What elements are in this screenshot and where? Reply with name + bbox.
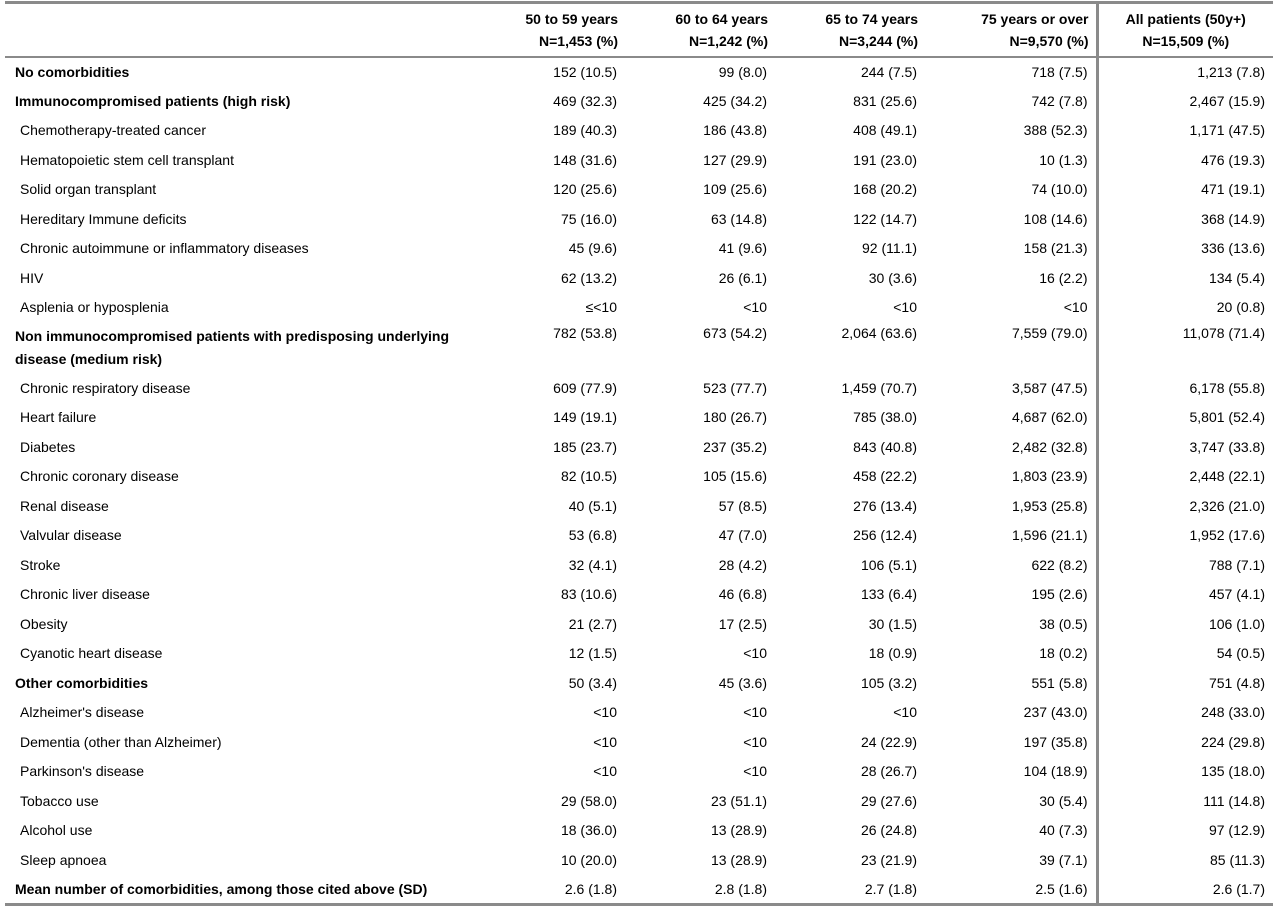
value-50-59: <10 (593, 733, 617, 750)
value-75-plus: 1,803 (23.9) (1012, 468, 1088, 485)
value-all-patients: 135 (18.0) (1097, 757, 1273, 787)
value-50-59: 469 (32.3) (553, 92, 617, 109)
value-all-patients: 134 (5.4) (1097, 263, 1273, 293)
value-75-plus: 195 (2.6) (1031, 586, 1088, 603)
value-60-64: 237 (35.2) (703, 438, 767, 455)
value-75-plus: 2,482 (32.8) (1012, 438, 1088, 455)
value-all-patients: 106 (1.0) (1097, 609, 1273, 639)
table-row (5, 86, 1273, 116)
value-50-59: 62 (13.2) (560, 269, 617, 286)
value-50-59: 45 (9.6) (568, 240, 617, 257)
value-65-74: 29 (27.6) (860, 792, 917, 809)
row-label: Heart failure (20, 409, 97, 426)
value-50-59: 12 (1.5) (568, 645, 617, 662)
table-row (5, 550, 1273, 580)
value-all-patients: 2.6 (1.7) (1097, 875, 1273, 905)
value-50-59: 32 (4.1) (568, 556, 617, 573)
value-60-64: 180 (26.7) (703, 409, 767, 426)
value-50-59: 120 (25.6) (553, 181, 617, 198)
value-75-plus: 551 (5.8) (1031, 674, 1088, 691)
table-row (5, 462, 1273, 492)
value-50-59: 83 (10.6) (560, 586, 617, 603)
value-65-74: 18 (0.9) (868, 645, 917, 662)
header-col-60-64-title: 60 to 64 years (675, 10, 768, 27)
value-all-patients: 2,467 (15.9) (1097, 86, 1273, 116)
value-60-64: 17 (2.5) (718, 615, 767, 632)
value-50-59: 82 (10.5) (560, 468, 617, 485)
header-col-50-59-n: N=1,453 (%) (539, 32, 618, 49)
value-60-64: 41 (9.6) (718, 240, 767, 257)
value-60-64: 13 (28.9) (710, 851, 767, 868)
value-all-patients: 1,952 (17.6) (1097, 521, 1273, 551)
value-50-59: 50 (3.4) (568, 674, 617, 691)
value-all-patients: 6,178 (55.8) (1097, 373, 1273, 403)
header-col-all-patients-n: N=15,509 (%) (1142, 32, 1230, 49)
header-col-50-59 (500, 3, 625, 57)
value-all-patients: 3,747 (33.8) (1097, 432, 1273, 462)
value-75-plus: 197 (35.8) (1023, 733, 1088, 750)
value-75-plus: 158 (21.3) (1023, 240, 1088, 257)
value-65-74: 26 (24.8) (860, 822, 917, 839)
value-60-64: 23 (51.1) (710, 792, 767, 809)
value-75-plus: 39 (7.1) (1039, 851, 1088, 868)
value-50-59: 10 (20.0) (560, 851, 617, 868)
value-65-74: 106 (5.1) (860, 556, 917, 573)
row-label: Alcohol use (20, 822, 93, 839)
table-row (5, 727, 1273, 757)
value-65-74: 276 (13.4) (853, 497, 917, 514)
value-65-74: 1,459 (70.7) (841, 379, 917, 396)
value-all-patients: 751 (4.8) (1097, 668, 1273, 698)
value-50-59: 53 (6.8) (568, 527, 617, 544)
value-65-74: 24 (22.9) (860, 733, 917, 750)
row-label: Chronic liver disease (20, 586, 150, 603)
row-label: Solid organ transplant (20, 181, 157, 198)
table-header (5, 3, 1273, 57)
row-label: Sleep apnoea (20, 851, 107, 868)
value-50-59: 148 (31.6) (553, 151, 617, 168)
value-50-59: 152 (10.5) (553, 63, 617, 80)
row-label: Chemotherapy-treated cancer (20, 122, 206, 139)
value-75-plus: 7,559 (79.0) (1012, 325, 1088, 341)
row-label: No comorbidities (15, 63, 130, 80)
value-50-59: 2.6 (1.8) (564, 880, 617, 897)
value-75-plus: 108 (14.6) (1023, 210, 1088, 227)
value-75-plus: 388 (52.3) (1023, 122, 1088, 139)
value-75-plus: 40 (7.3) (1039, 822, 1088, 839)
row-label: Renal disease (20, 497, 109, 514)
table-row (5, 175, 1273, 205)
value-65-74: <10 (893, 704, 917, 721)
table-row (5, 403, 1273, 433)
table-row (5, 322, 1273, 373)
value-50-59: <10 (593, 763, 617, 780)
value-all-patients: 788 (7.1) (1097, 550, 1273, 580)
value-65-74: 92 (11.1) (862, 240, 917, 257)
value-60-64: <10 (743, 645, 767, 662)
table-row (5, 204, 1273, 234)
table-row (5, 639, 1273, 669)
value-75-plus: 622 (8.2) (1031, 556, 1088, 573)
value-75-plus: 3,587 (47.5) (1012, 379, 1088, 396)
value-60-64: 26 (6.1) (718, 269, 767, 286)
header-col-75-plus (925, 3, 1097, 57)
row-label: Diabetes (20, 438, 76, 455)
value-60-64: <10 (743, 763, 767, 780)
value-all-patients: 54 (0.5) (1097, 639, 1273, 669)
table-row (5, 491, 1273, 521)
value-65-74: 244 (7.5) (860, 63, 917, 80)
value-50-59: 21 (2.7) (568, 615, 617, 632)
value-60-64: 2.8 (1.8) (714, 880, 767, 897)
value-65-74: 191 (23.0) (853, 151, 917, 168)
value-50-59: 149 (19.1) (553, 409, 617, 426)
header-col-75-plus-n: N=9,570 (%) (1009, 32, 1089, 49)
value-all-patients: 471 (19.1) (1097, 175, 1273, 205)
header-col-75-plus-title: 75 years or over (981, 10, 1089, 27)
value-all-patients: 2,326 (21.0) (1097, 491, 1273, 521)
table-row (5, 580, 1273, 610)
table-row (5, 263, 1273, 293)
table-row (5, 373, 1273, 403)
value-65-74: 105 (3.2) (860, 674, 917, 691)
table-row (5, 698, 1273, 728)
table-row (5, 521, 1273, 551)
value-75-plus: 38 (0.5) (1039, 615, 1088, 632)
table-row (5, 609, 1273, 639)
row-label: Dementia (other than Alzheimer) (20, 733, 222, 750)
value-all-patients: 476 (19.3) (1097, 145, 1273, 175)
value-all-patients: 11,078 (71.4) (1097, 322, 1273, 373)
value-60-64: 673 (54.2) (703, 325, 767, 341)
value-75-plus: 1,953 (25.8) (1012, 497, 1088, 514)
value-all-patients: 1,213 (7.8) (1097, 57, 1273, 87)
table-row (5, 845, 1273, 875)
table-row (5, 816, 1273, 846)
value-60-64: <10 (743, 733, 767, 750)
value-65-74: 30 (1.5) (868, 615, 917, 632)
row-label: Chronic respiratory disease (20, 379, 191, 396)
value-all-patients: 20 (0.8) (1097, 293, 1273, 323)
value-all-patients: 248 (33.0) (1097, 698, 1273, 728)
value-75-plus: 4,687 (62.0) (1012, 409, 1088, 426)
row-label: Alzheimer's disease (20, 704, 145, 721)
value-all-patients: 85 (11.3) (1097, 845, 1273, 875)
value-75-plus: 16 (2.2) (1039, 269, 1088, 286)
value-60-64: 45 (3.6) (718, 674, 767, 691)
value-60-64: 46 (6.8) (718, 586, 767, 603)
row-label: Other comorbidities (15, 674, 149, 691)
value-65-74: 2,064 (63.6) (841, 325, 917, 341)
table-row (5, 757, 1273, 787)
header-col-all-patients-title: All patients (50y+) (1125, 10, 1246, 27)
value-50-59: 782 (53.8) (553, 325, 617, 341)
value-50-59: 75 (16.0) (560, 210, 617, 227)
value-65-74: 831 (25.6) (853, 92, 917, 109)
comorbidities-table (5, 1, 1273, 906)
value-75-plus: 104 (18.9) (1023, 763, 1088, 780)
header-label-cell (5, 3, 500, 57)
row-label: Stroke (20, 556, 61, 573)
row-label: Hematopoietic stem cell transplant (20, 151, 234, 168)
table-row (5, 875, 1273, 905)
value-50-59: 189 (40.3) (553, 122, 617, 139)
value-75-plus: 2.5 (1.6) (1035, 880, 1088, 897)
value-60-64: 127 (29.9) (703, 151, 767, 168)
header-col-60-64 (625, 3, 775, 57)
header-col-60-64-n: N=1,242 (%) (689, 32, 768, 49)
header-row (5, 3, 1273, 57)
value-60-64: 47 (7.0) (718, 527, 767, 544)
value-60-64: 13 (28.9) (710, 822, 767, 839)
table-row (5, 786, 1273, 816)
row-label: Chronic autoimmune or inflammatory diseases (20, 240, 309, 257)
value-all-patients: 1,171 (47.5) (1097, 116, 1273, 146)
value-60-64: 105 (15.6) (703, 468, 767, 485)
value-60-64: 523 (77.7) (703, 379, 767, 396)
value-75-plus: 742 (7.8) (1031, 92, 1088, 109)
value-65-74: <10 (893, 299, 917, 316)
value-60-64: <10 (743, 704, 767, 721)
value-75-plus: 1,596 (21.1) (1012, 527, 1088, 544)
value-60-64: 186 (43.8) (703, 122, 767, 139)
value-75-plus: 718 (7.5) (1031, 63, 1088, 80)
table-body (5, 57, 1273, 905)
header-col-65-74-title: 65 to 74 years (825, 10, 918, 27)
table-row (5, 668, 1273, 698)
header-col-all-patients (1097, 3, 1273, 57)
value-65-74: 843 (40.8) (853, 438, 917, 455)
value-65-74: 30 (3.6) (868, 269, 917, 286)
table-row (5, 432, 1273, 462)
value-60-64: 99 (8.0) (718, 63, 767, 80)
value-all-patients: 457 (4.1) (1097, 580, 1273, 610)
value-all-patients: 224 (29.8) (1097, 727, 1273, 757)
row-label: Chronic coronary disease (20, 468, 179, 485)
value-75-plus: 10 (1.3) (1039, 151, 1088, 168)
table-row (5, 145, 1273, 175)
value-65-74: 256 (12.4) (853, 527, 917, 544)
table-row (5, 293, 1273, 323)
value-65-74: 2.7 (1.8) (864, 880, 917, 897)
value-50-59: 40 (5.1) (568, 497, 617, 514)
value-all-patients: 368 (14.9) (1097, 204, 1273, 234)
row-label: Non immunocompromised patients with predisposing underlying disease (medium risk) (15, 328, 450, 367)
table-row (5, 116, 1273, 146)
row-label: Asplenia or hyposplenia (20, 299, 169, 316)
header-col-65-74-n: N=3,244 (%) (839, 32, 918, 49)
value-50-59: 185 (23.7) (553, 438, 617, 455)
value-65-74: 458 (22.2) (853, 468, 917, 485)
value-60-64: 63 (14.8) (710, 210, 767, 227)
value-50-59: 609 (77.9) (553, 379, 617, 396)
header-col-50-59-title: 50 to 59 years (525, 10, 618, 27)
row-label: Tobacco use (20, 792, 99, 809)
value-50-59: 18 (36.0) (560, 822, 617, 839)
row-label: Valvular disease (20, 527, 122, 544)
row-label: Parkinson's disease (20, 763, 145, 780)
value-50-59: <10 (593, 704, 617, 721)
header-col-65-74 (775, 3, 925, 57)
value-60-64: 425 (34.2) (703, 92, 767, 109)
value-65-74: 408 (49.1) (853, 122, 917, 139)
value-65-74: 28 (26.7) (860, 763, 917, 780)
value-50-59: 29 (58.0) (560, 792, 617, 809)
value-65-74: 133 (6.4) (860, 586, 917, 603)
row-label: Immunocompromised patients (high risk) (15, 92, 291, 109)
value-50-59: ≤<10 (585, 299, 617, 316)
table-row (5, 57, 1273, 87)
value-all-patients: 2,448 (22.1) (1097, 462, 1273, 492)
value-75-plus: 74 (10.0) (1031, 181, 1088, 198)
value-60-64: 57 (8.5) (718, 497, 767, 514)
row-label: Obesity (20, 615, 68, 632)
row-label: HIV (20, 269, 44, 286)
table-row (5, 234, 1273, 264)
value-65-74: 168 (20.2) (853, 181, 917, 198)
row-label: Mean number of comorbidities, among those cited above (SD) (15, 880, 428, 897)
value-all-patients: 97 (12.9) (1097, 816, 1273, 846)
row-label: Hereditary Immune deficits (20, 210, 187, 227)
value-60-64: 109 (25.6) (703, 181, 767, 198)
row-label: Cyanotic heart disease (20, 645, 163, 662)
value-all-patients: 5,801 (52.4) (1097, 403, 1273, 433)
value-60-64: 28 (4.2) (718, 556, 767, 573)
value-65-74: 122 (14.7) (853, 210, 917, 227)
value-75-plus: 30 (5.4) (1039, 792, 1088, 809)
value-60-64: <10 (743, 299, 767, 316)
value-75-plus: <10 (1063, 299, 1088, 316)
value-65-74: 785 (38.0) (853, 409, 917, 426)
value-all-patients: 111 (14.8) (1097, 786, 1273, 816)
value-75-plus: 237 (43.0) (1023, 704, 1088, 721)
value-75-plus: 18 (0.2) (1039, 645, 1088, 662)
value-65-74: 23 (21.9) (860, 851, 917, 868)
value-all-patients: 336 (13.6) (1097, 234, 1273, 264)
